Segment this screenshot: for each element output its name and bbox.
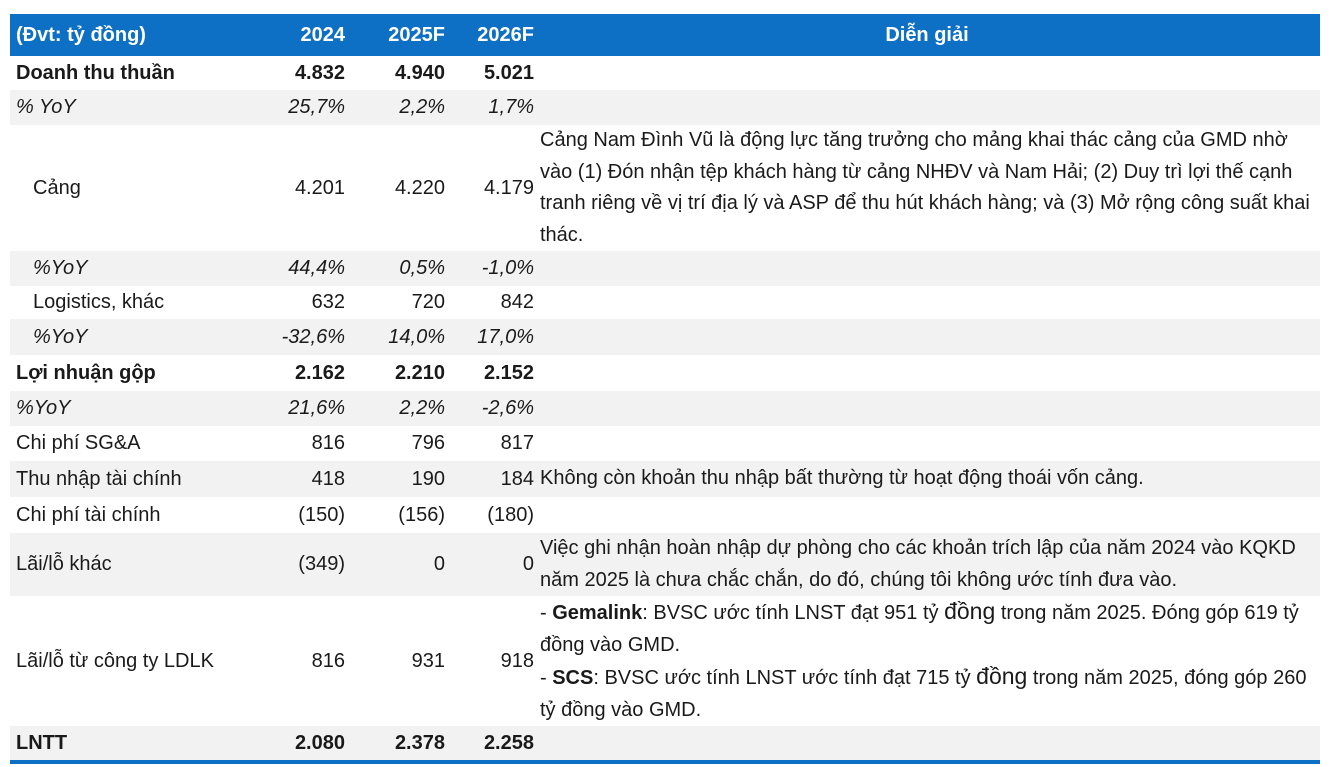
- value-2025f: 4.220: [394, 176, 445, 199]
- gemalink-text-a: : BVSC ước tính LNST đạt 951 tỷ: [642, 602, 945, 624]
- row-label: Lợi nhuận gộp: [16, 361, 156, 384]
- value-2026f: 4.179: [483, 176, 534, 199]
- value-2026f: 842: [500, 291, 534, 313]
- scs-unit: đồng: [976, 663, 1028, 689]
- value-2024: 2.162: [294, 361, 345, 384]
- row-explanation: [534, 391, 1320, 426]
- row-explanation: [534, 596, 1320, 726]
- header-unit: (Đvt: tỷ đồng): [10, 14, 270, 56]
- table-row-logistics-yoy: [10, 319, 1320, 355]
- row-explanation: [534, 355, 1320, 391]
- value-2024: (150): [298, 503, 345, 526]
- row-explanation: Cảng Nam Đình Vũ là động lực tăng trưởng cho mảng khai thác cảng của GMD nhờ vào (1) Đón nhận tệp khách hàng từ cảng NHĐV và Nam Hải; (2) Duy trì lợi thế cạnh tranh riêng về vị trí địa lý và ASP để thu hút khách hàng; và (3) Mở rộng công suất khai thác.: [540, 129, 1310, 246]
- scs-text-a: : BVSC ước tính LNST ước tính đạt 715 tỷ: [593, 667, 977, 689]
- table-row-net-revenue: [10, 56, 1320, 90]
- value-2025f: 2,2%: [345, 391, 445, 426]
- row-label: Lãi/lỗ từ công ty LDLK: [16, 649, 214, 672]
- table-row-other-profit-loss: [10, 533, 1320, 596]
- value-2024: 4.832: [294, 61, 345, 84]
- value-2026f: 2.258: [445, 726, 534, 762]
- scs-text-b: trong năm 2025, đóng góp 260 tỷ đồng vào GMD.: [540, 667, 1307, 721]
- table-row-port: [10, 125, 1320, 251]
- value-2025f: 4.940: [394, 61, 445, 84]
- company-name-scs: SCS: [552, 667, 594, 689]
- row-explanation: [534, 251, 1320, 286]
- financial-forecast-table: [10, 14, 1320, 764]
- row-explanation: Việc ghi nhận hoàn nhập dự phòng cho các khoản trích lập của năm 2024 vào KQKD năm 2025 là chưa chắc chắn, do đó, chúng tôi không ước tính đưa vào.: [534, 533, 1320, 596]
- table-row-revenue-yoy: [10, 90, 1320, 125]
- row-label: Chi phí SG&A: [16, 432, 141, 454]
- row-explanation: [534, 319, 1320, 355]
- value-2024: 25,7%: [270, 90, 345, 125]
- row-label: Chi phí tài chính: [16, 503, 161, 526]
- table-container: [10, 14, 1320, 764]
- row-label: Doanh thu thuần: [16, 61, 175, 84]
- value-2024: 21,6%: [270, 391, 345, 426]
- row-explanation: [534, 426, 1320, 461]
- bullet-dash: -: [540, 602, 553, 624]
- value-2026f: (180): [487, 503, 534, 526]
- row-label: % YoY: [10, 90, 270, 125]
- value-2026f: -2,6%: [445, 391, 534, 426]
- header-year-2025f: 2025F: [345, 14, 445, 56]
- value-2026f: 0: [445, 533, 534, 596]
- row-label: Lãi/lỗ khác: [10, 533, 270, 596]
- value-2024: 816: [311, 432, 345, 454]
- table-row-port-yoy: [10, 251, 1320, 286]
- row-explanation: [534, 286, 1320, 319]
- header-explanation: Diễn giải: [534, 14, 1320, 56]
- row-label: %YoY: [10, 319, 270, 355]
- value-2025f: 931: [411, 649, 445, 672]
- table-row-gross-profit: [10, 355, 1320, 391]
- bullet-dash: -: [540, 667, 553, 689]
- table-row-sga-expense: [10, 426, 1320, 461]
- value-2025f: (156): [398, 503, 445, 526]
- row-explanation: [534, 56, 1320, 90]
- table-row-financial-income: [10, 461, 1320, 497]
- value-2024: (349): [270, 533, 345, 596]
- value-2025f: 720: [411, 291, 445, 313]
- value-2024: 816: [311, 649, 345, 672]
- company-name-gemalink: Gemalink: [552, 602, 643, 624]
- row-label: Thu nhập tài chính: [10, 461, 270, 497]
- row-label: Cảng: [33, 176, 81, 199]
- gemalink-unit: đồng: [944, 598, 996, 624]
- table-row-logistics: [10, 286, 1320, 319]
- table-row-profit-before-tax: [10, 726, 1320, 762]
- header-row: [10, 14, 1320, 56]
- gemalink-text-b: trong năm 2025. Đóng góp 619 tỷ đồng vào GMD.: [540, 602, 1299, 656]
- row-label: Logistics, khác: [33, 291, 165, 313]
- row-label: %YoY: [10, 391, 270, 426]
- value-2026f: 5.021: [483, 61, 534, 84]
- row-label: LNTT: [10, 726, 270, 762]
- header-year-2026f: 2026F: [445, 14, 534, 56]
- value-2024: 2.080: [270, 726, 345, 762]
- value-2025f: 0,5%: [345, 251, 445, 286]
- value-2024: 44,4%: [270, 251, 345, 286]
- value-2025f: 0: [345, 533, 445, 596]
- value-2026f: 2.152: [483, 361, 534, 384]
- value-2026f: -1,0%: [445, 251, 534, 286]
- row-explanation: [534, 90, 1320, 125]
- value-2025f: 190: [345, 461, 445, 497]
- value-2025f: 2.378: [345, 726, 445, 762]
- row-explanation: [534, 497, 1320, 533]
- value-2024: 632: [311, 291, 345, 313]
- value-2025f: 2,2%: [345, 90, 445, 125]
- table-row-gross-profit-yoy: [10, 391, 1320, 426]
- value-2026f: 1,7%: [445, 90, 534, 125]
- table-row-financial-expense: [10, 497, 1320, 533]
- value-2024: 4.201: [294, 176, 345, 199]
- row-label: %YoY: [10, 251, 270, 286]
- value-2026f: 918: [500, 649, 534, 672]
- value-2024: -32,6%: [270, 319, 345, 355]
- value-2026f: 184: [445, 461, 534, 497]
- value-2025f: 2.210: [394, 361, 445, 384]
- value-2026f: 817: [500, 432, 534, 454]
- table-row-associates-profit: [10, 596, 1320, 726]
- value-2026f: 17,0%: [445, 319, 534, 355]
- header-year-2024: 2024: [270, 14, 345, 56]
- value-2025f: 796: [411, 432, 445, 454]
- value-2025f: 14,0%: [345, 319, 445, 355]
- value-2024: 418: [270, 461, 345, 497]
- row-explanation: Không còn khoản thu nhập bất thường từ hoạt động thoái vốn cảng.: [534, 461, 1320, 497]
- row-explanation: [534, 726, 1320, 762]
